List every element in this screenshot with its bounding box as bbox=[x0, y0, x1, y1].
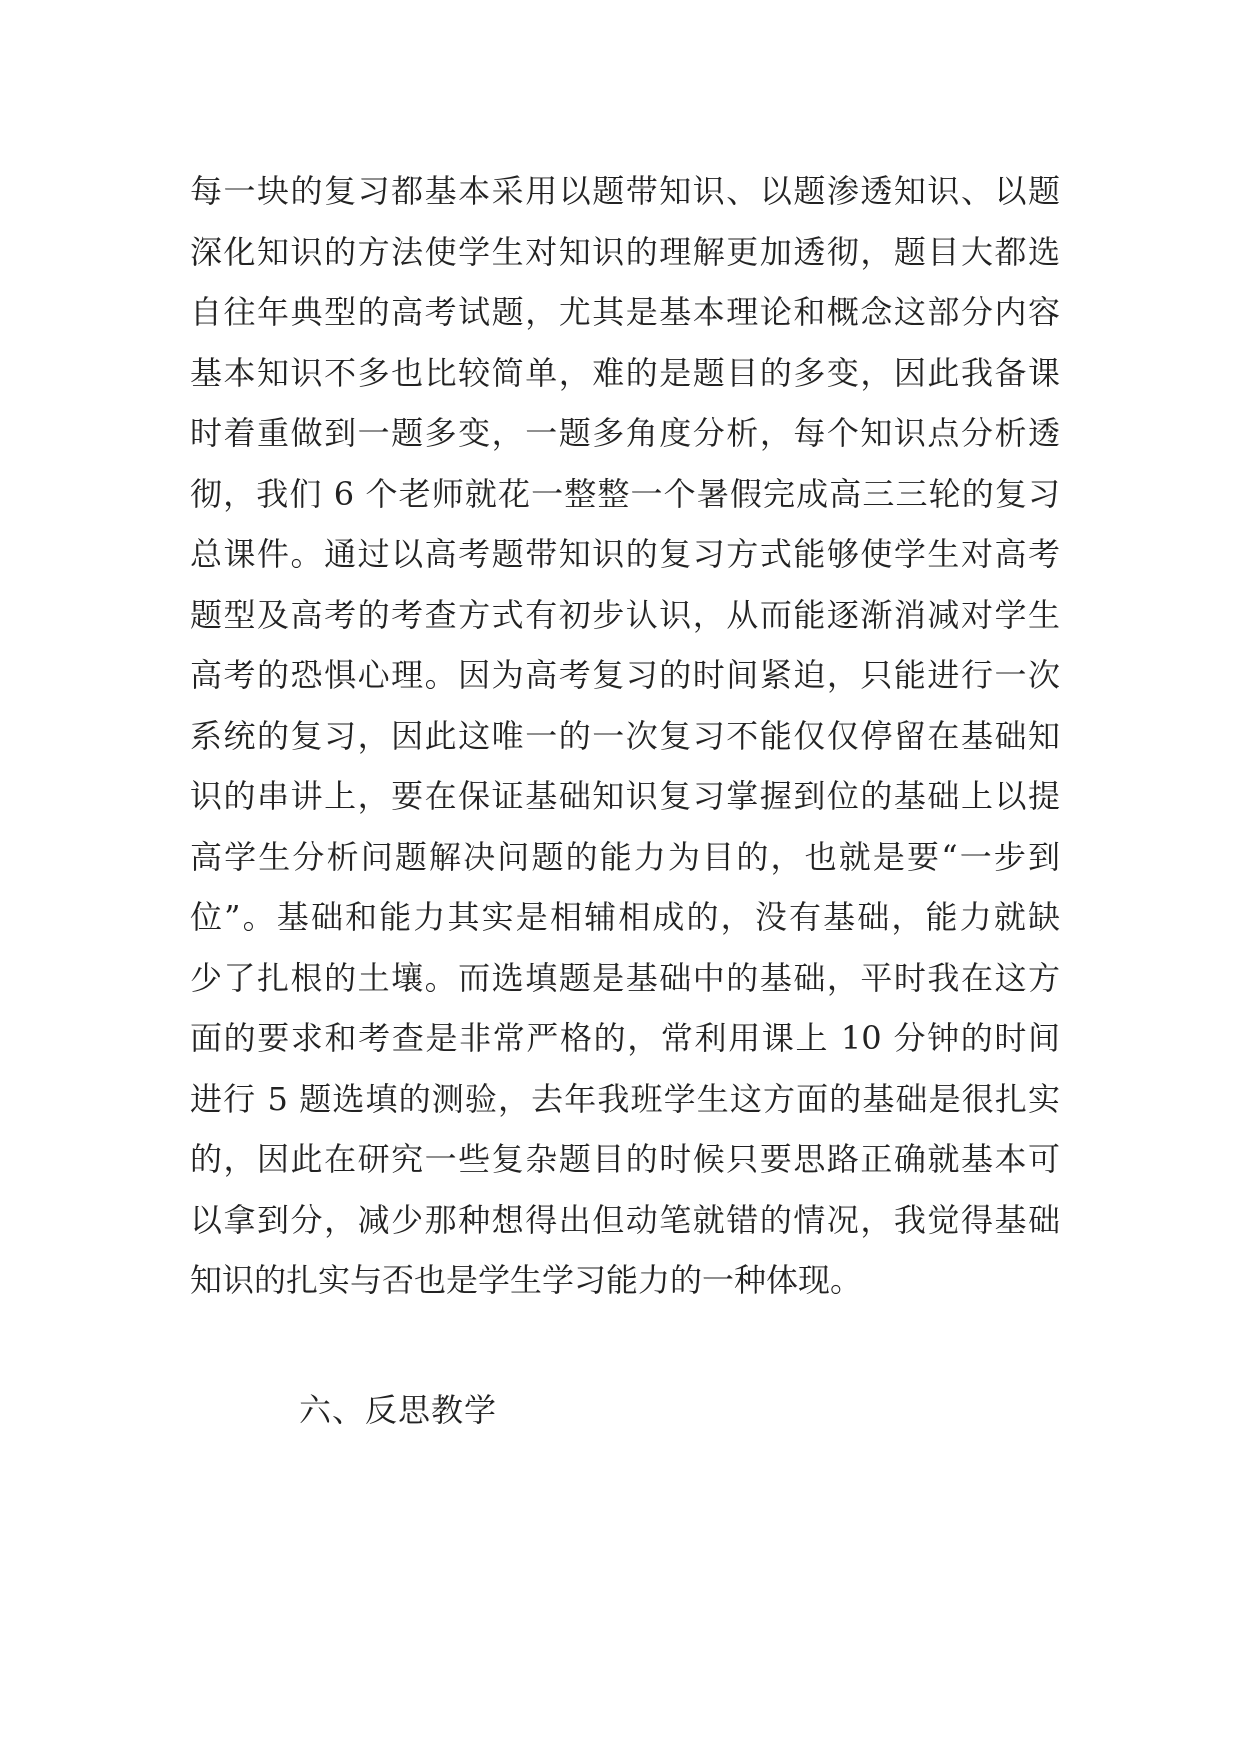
paragraph-line: 识的串讲上，要在保证基础知识复习掌握到位的基础上以提 bbox=[190, 777, 1060, 815]
paragraph-line: 深化知识的方法使学生对知识的理解更加透彻，题目大都选 bbox=[190, 232, 1060, 271]
paragraph-line: 面的要求和考查是非常严格的，常利用课上 10 分钟的时间 bbox=[190, 1019, 1060, 1057]
paragraph-line: 时着重做到一题多变，一题多角度分析，每个知识点分析透 bbox=[190, 414, 1060, 452]
paragraph-line: 题型及高考的考查方式有初步认识，从而能逐渐消减对学生 bbox=[190, 595, 1060, 634]
paragraph-line: 自往年典型的高考试题，尤其是基本理论和概念这部分内容 bbox=[190, 293, 1060, 331]
paragraph-line: 位”。基础和能力其实是相辅相成的，没有基础，能力就缺 bbox=[190, 898, 1060, 936]
paragraph-line: 总课件。通过以高考题带知识的复习方式能够使学生对高考 bbox=[190, 535, 1060, 573]
paragraph-line: 的，因此在研究一些复杂题目的时候只要思路正确就基本可 bbox=[190, 1140, 1060, 1178]
paragraph-line: 高考的恐惧心理。因为高考复习的时间紧迫，只能进行一次 bbox=[190, 656, 1060, 694]
paragraph-line: 系统的复习，因此这唯一的一次复习不能仅仅停留在基础知 bbox=[190, 716, 1060, 755]
paragraph-line: 基本知识不多也比较简单，难的是题目的多变，因此我备课 bbox=[190, 353, 1060, 392]
section-heading: 六、反思教学 bbox=[299, 1391, 498, 1429]
paragraph-line: 进行 5 题选填的测验，去年我班学生这方面的基础是很扎实 bbox=[190, 1079, 1060, 1118]
paragraph-line: 彻，我们 6 个老师就花一整整一个暑假完成高三三轮的复习 bbox=[190, 474, 1060, 513]
paragraph-line: 每一块的复习都基本采用以题带知识、以题渗透知识、以题 bbox=[190, 172, 1060, 210]
paragraph-line: 少了扎根的土壤。而选填题是基础中的基础，平时我在这方 bbox=[190, 958, 1060, 997]
body-paragraph bbox=[190, 161, 1060, 1311]
paragraph-line: 以拿到分，减少那种想得出但动笔就错的情况，我觉得基础 bbox=[190, 1200, 1060, 1239]
paragraph-line: 知识的扎实与否也是学生学习能力的一种体现。 bbox=[190, 1261, 863, 1299]
paragraph-line: 高学生分析问题解决问题的能力为目的，也就是要“一步到 bbox=[190, 837, 1060, 876]
